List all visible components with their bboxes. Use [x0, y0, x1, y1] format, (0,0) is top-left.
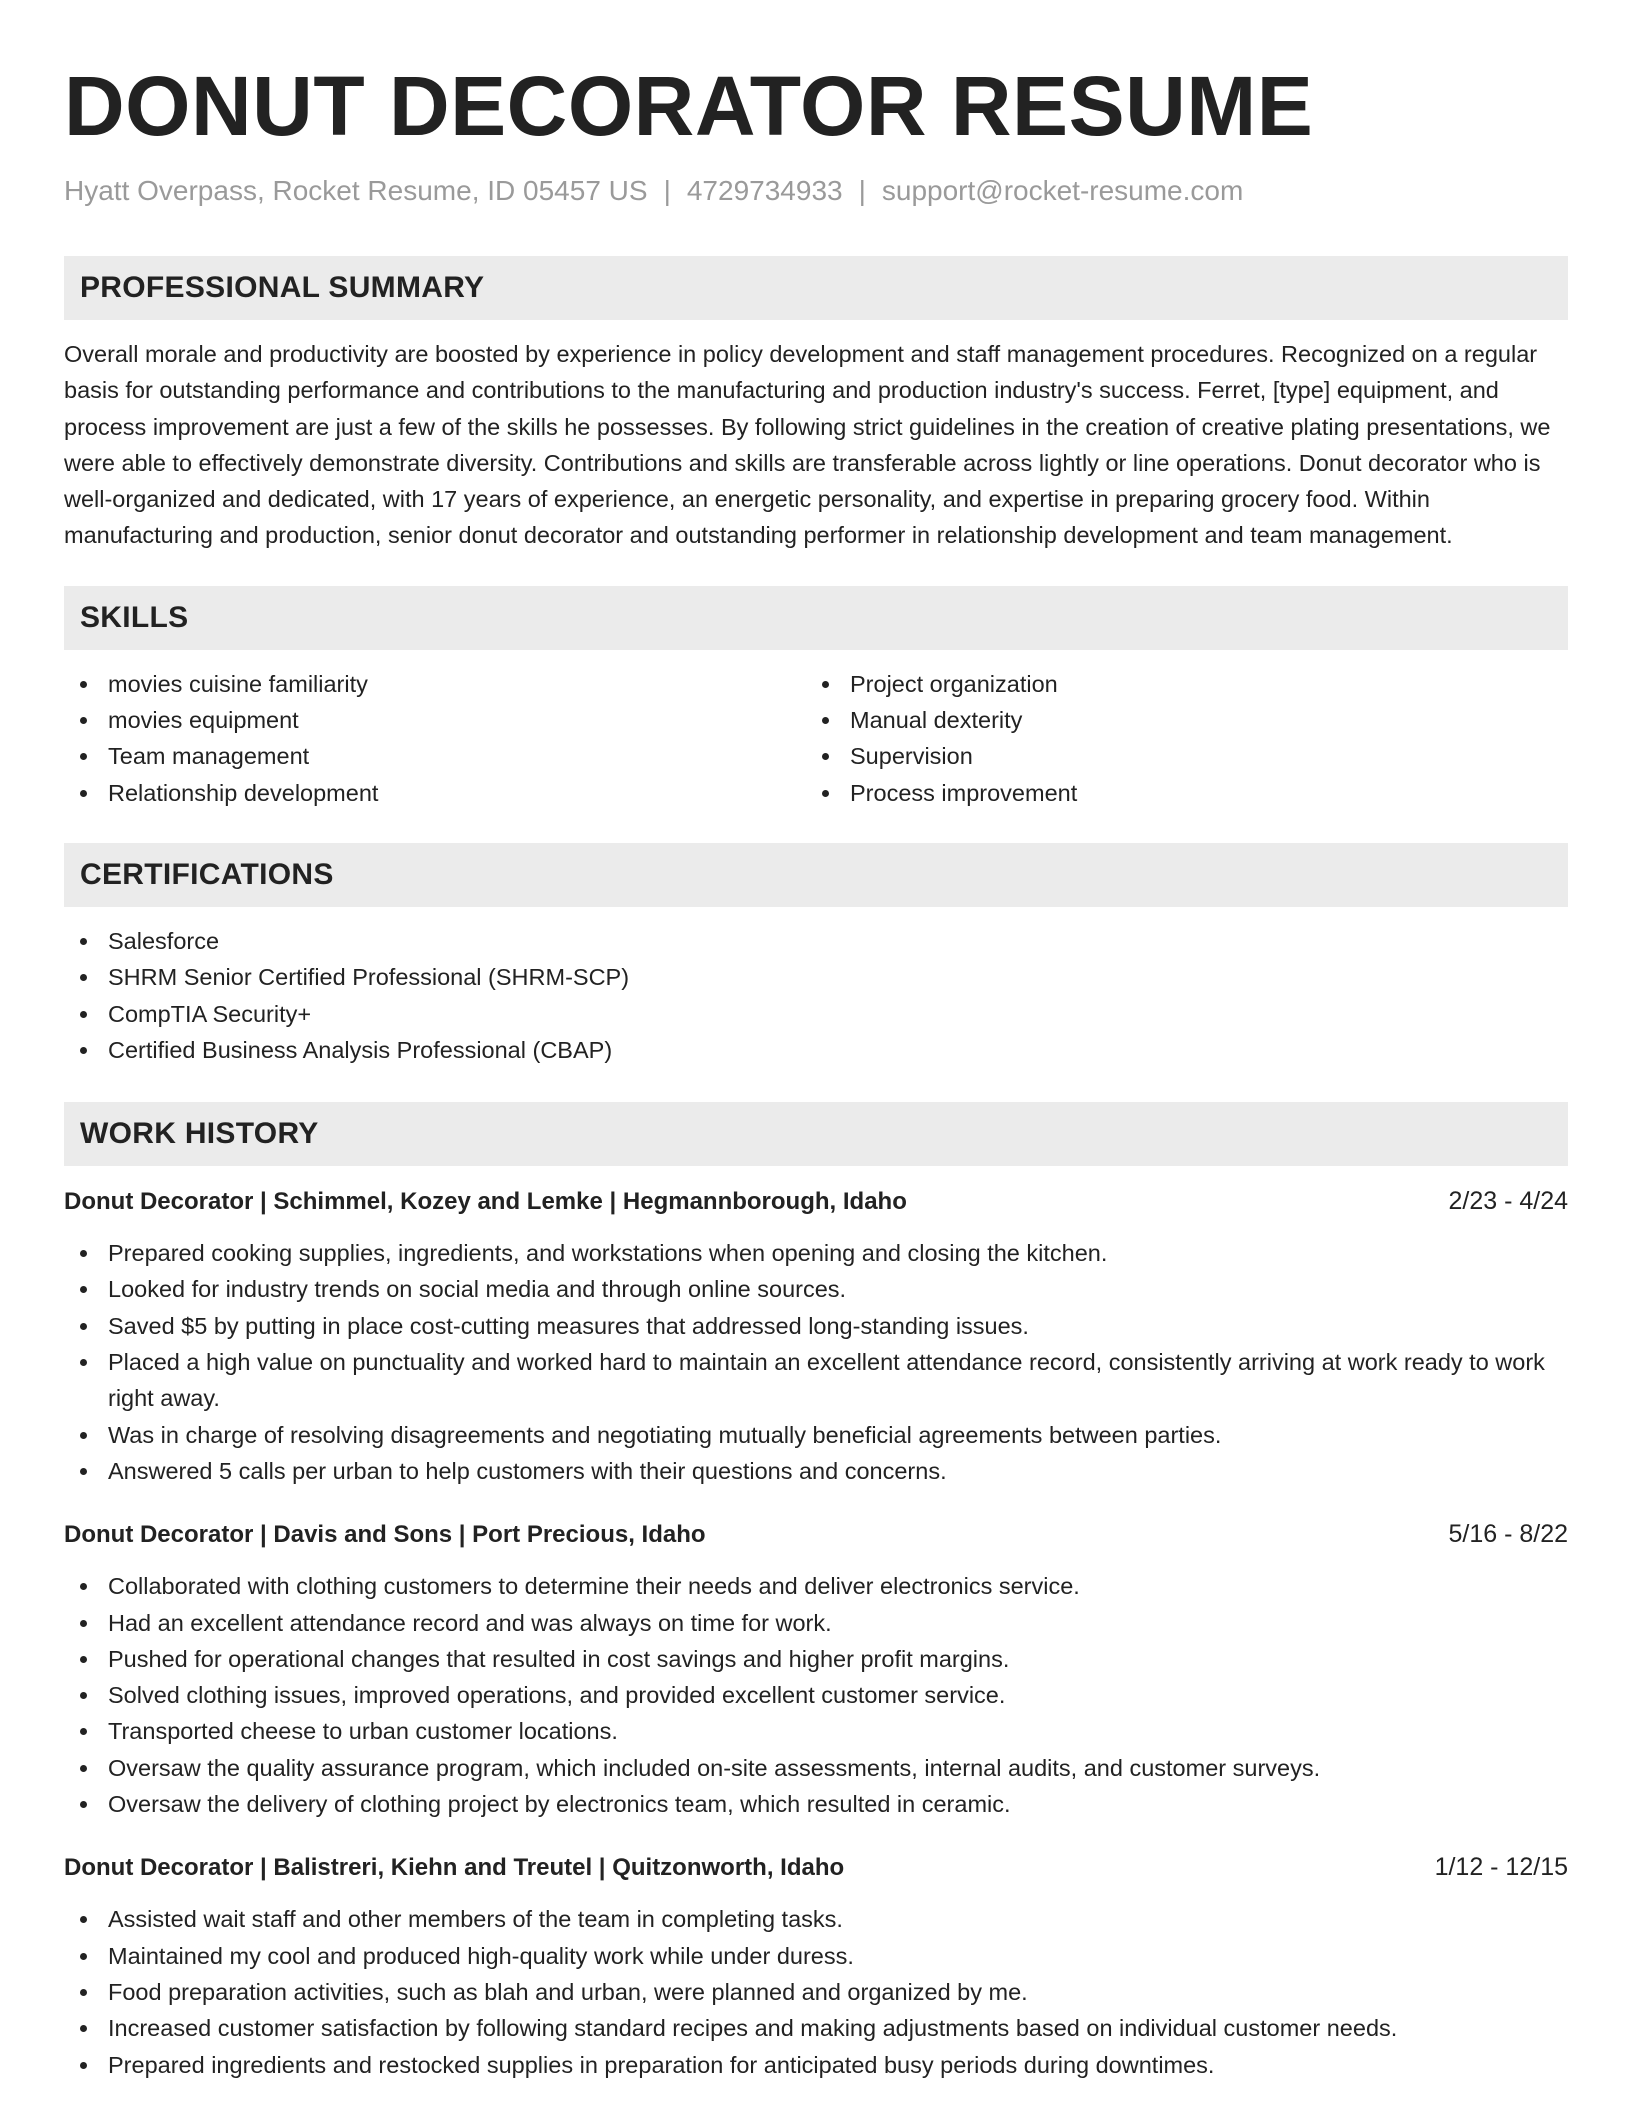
- skill-item: Manual dexterity: [806, 702, 1548, 738]
- job-bullet: Prepared cooking supplies, ingredients, and workstations when opening and closing the kitchen.: [64, 1235, 1568, 1271]
- summary-heading: PROFESSIONAL SUMMARY: [80, 271, 485, 304]
- phone-text: 4729734933: [686, 175, 843, 206]
- contact-line: [64, 174, 1568, 208]
- job-entry: [64, 1850, 1568, 2082]
- contact-separator: |: [858, 175, 866, 206]
- job-dates: 2/23 - 4/24: [1448, 1187, 1568, 1216]
- job-bullets: [64, 1901, 1568, 2082]
- job-bullet: Solved clothing issues, improved operations, and provided excellent customer service.: [64, 1677, 1568, 1713]
- job-title: Donut Decorator | Davis and Sons | Port Precious, Idaho: [64, 1521, 706, 1549]
- summary-text: Overall morale and productivity are boosted by experience in policy development and staff management procedures. Recognized on a regular basis for outstanding performance and contributions to the manufacturing and production industry's success. Ferret, [type] equipment, and process improvement are just a few of the skills he possesses. By following strict guidelines in the creation of creative plating presentations, we were able to effectively demonstrate diversity. Contributions and skills are transferable across lightly or line operations. Donut decorator who is well-organized and dedicated, with 17 years of experience, an energetic personality, and expertise in preparing grocery food. Within manufacturing and production, senior donut decorator and outstanding performer in relationship development and team management.: [64, 341, 1551, 549]
- job-bullet: Pushed for operational changes that resulted in cost savings and higher profit margins.: [64, 1641, 1568, 1677]
- work-history-heading: WORK HISTORY: [80, 1117, 319, 1151]
- job-bullet: Was in charge of resolving disagreements and negotiating mutually beneficial agreements between parties.: [64, 1417, 1568, 1453]
- job-bullet: Prepared ingredients and restocked supplies in preparation for anticipated busy periods during downtimes.: [64, 2047, 1568, 2083]
- job-bullet: Oversaw the delivery of clothing project by electronics team, which resulted in ceramic.: [64, 1786, 1568, 1822]
- work-history-list: [64, 1184, 1568, 2083]
- job-bullet: Maintained my cool and produced high-quality work while under duress.: [64, 1938, 1568, 1974]
- skill-item: movies equipment: [64, 702, 806, 738]
- job-bullet: Saved $5 by putting in place cost-cutting measures that addressed long-standing issues.: [64, 1308, 1568, 1344]
- job-bullet: Collaborated with clothing customers to determine their needs and deliver electronics service.: [64, 1568, 1568, 1604]
- skills-heading: SKILLS: [80, 600, 189, 634]
- summary-section-header: [64, 256, 1568, 320]
- job-title: Donut Decorator | Balistreri, Kiehn and Treutel | Quitzonworth, Idaho: [64, 1854, 845, 1882]
- certification-item: Salesforce: [64, 923, 1568, 959]
- skills-grid: [64, 666, 1568, 811]
- job-bullet: Assisted wait staff and other members of the team in completing tasks.: [64, 1901, 1568, 1937]
- address-text: Hyatt Overpass, Rocket Resume, ID 05457 US: [64, 175, 648, 206]
- job-bullet: Transported cheese to urban customer locations.: [64, 1713, 1568, 1749]
- job-bullets: [64, 1568, 1568, 1822]
- skills-section-header: [64, 586, 1568, 650]
- email-text: support@rocket-resume.com: [881, 175, 1244, 206]
- job-title: Donut Decorator | Schimmel, Kozey and Lemke | Hegmannborough, Idaho: [64, 1188, 907, 1216]
- skills-list-right: [806, 666, 1548, 811]
- job-bullets: [64, 1235, 1568, 1489]
- work-history-section-header: [64, 1102, 1568, 1166]
- job-dates: 1/12 - 12/15: [1434, 1853, 1568, 1882]
- certifications-list: [64, 923, 1568, 1068]
- certification-item: CompTIA Security+: [64, 996, 1568, 1032]
- skill-item: Supervision: [806, 738, 1548, 774]
- job-entry: [64, 1517, 1568, 1822]
- contact-separator: |: [663, 175, 671, 206]
- job-header: [64, 1184, 1568, 1219]
- resume-page: [64, 0, 1568, 2083]
- resume-title: DONUT DECORATOR RESUME: [64, 59, 1314, 153]
- job-dates: 5/16 - 8/22: [1448, 1520, 1568, 1549]
- certification-item: SHRM Senior Certified Professional (SHRM-SCP): [64, 959, 1568, 995]
- job-header: [64, 1850, 1568, 1885]
- job-bullet: Looked for industry trends on social media and through online sources.: [64, 1271, 1568, 1307]
- skill-item: Project organization: [806, 666, 1548, 702]
- certifications-heading: CERTIFICATIONS: [80, 857, 334, 891]
- job-bullet: Food preparation activities, such as blah and urban, were planned and organized by me.: [64, 1974, 1568, 2010]
- certifications-section-header: [64, 843, 1568, 907]
- skill-item: Relationship development: [64, 775, 806, 811]
- skills-list-left: [64, 666, 806, 811]
- job-bullet: Oversaw the quality assurance program, which included on-site assessments, internal audits, and customer surveys.: [64, 1750, 1568, 1786]
- job-bullet: Had an excellent attendance record and was always on time for work.: [64, 1605, 1568, 1641]
- job-bullet: Placed a high value on punctuality and worked hard to maintain an excellent attendance record, consistently arriving at work ready to work right away.: [64, 1344, 1568, 1417]
- job-header: [64, 1517, 1568, 1552]
- skill-item: Team management: [64, 738, 806, 774]
- skill-item: Process improvement: [806, 775, 1548, 811]
- certification-item: Certified Business Analysis Professional (CBAP): [64, 1032, 1568, 1068]
- skill-item: movies cuisine familiarity: [64, 666, 806, 702]
- job-entry: [64, 1184, 1568, 1489]
- job-bullet: Answered 5 calls per urban to help customers with their questions and concerns.: [64, 1453, 1568, 1489]
- job-bullet: Increased customer satisfaction by following standard recipes and making adjustments based on individual customer needs.: [64, 2010, 1568, 2046]
